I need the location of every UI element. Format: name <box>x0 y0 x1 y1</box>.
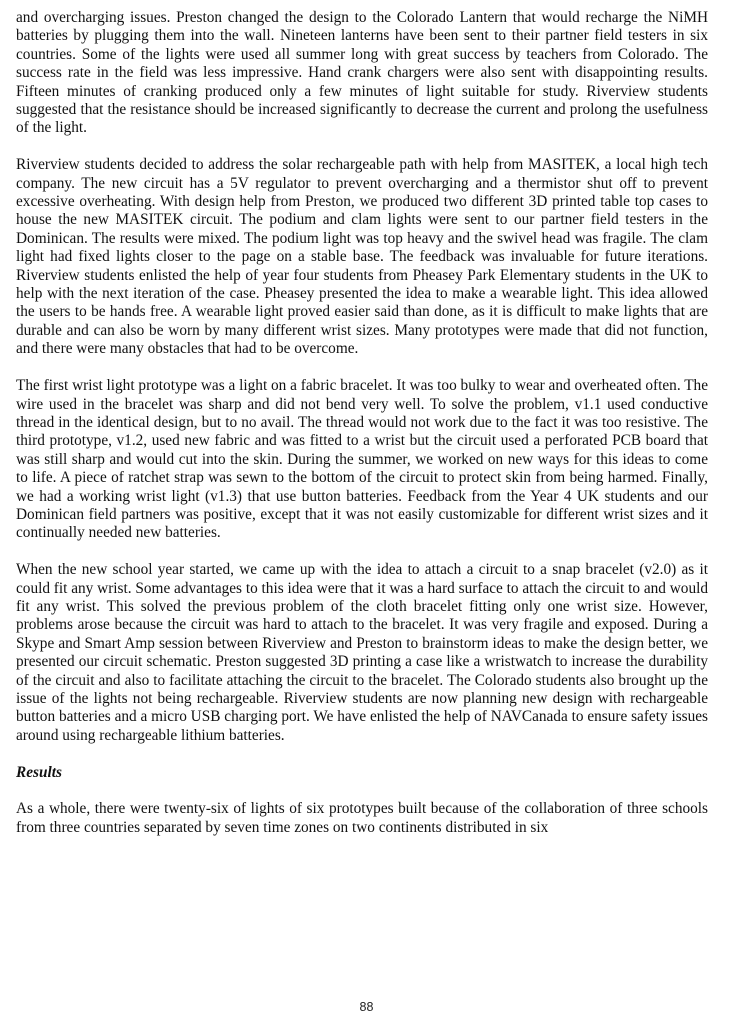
paragraph-wrist-light-prototypes: The first wrist light prototype was a light on a fabric bracelet. It was too bulky to wear and overheated often. The wire used in the bracelet was sharp and did not bend very well. To solve the problem, v1.1 used conductive thread in the identical design, but to no avail. The thread would not work due to the fact it was too resistive. The third prototype, v1.2, used new fabric and was fitted to a wrist but the circuit used a perforated PCB board that was still sharp and would cut into the skin. During the summer, we worked on new ways for this ideas to come to life. A piece of ratchet strap was sewn to the bottom of the circuit to protect skin from being harmed. Finally, we had a working wrist light (v1.3) that use button batteries. Feedback from the Year 4 UK students and our Dominican field partners was positive, except that it was not easily customizable for different wrist sizes and it continually needed new batteries. <box>16 377 708 542</box>
document-page <box>16 9 708 856</box>
paragraph-solar-rechargeable: Riverview students decided to address the solar rechargeable path with help from MASITEK, a local high tech company. The new circuit has a 5V regulator to prevent overcharging and a thermistor shut off to prevent excessive overheating. With design help from Preston, we produced two different 3D printed table top cases to house the new MASITEK circuit. The podium and clam lights were sent to our partner field testers in the Dominican. The results were mixed. The podium light was top heavy and the swivel head was fragile. The clam light had fixed lights closer to the page on a stable base. The feedback was invaluable for future iterations. Riverview students enlisted the help of year four students from Pheasey Park Elementary students in the UK to help with the next iteration of the case. Pheasey presented the idea to make a wearable light. This idea allowed the users to be hands free. A wearable light proved easier said than done, as it is difficult to make lights that are durable and can also be worn by many different wrist sizes. Many prototypes were made that did not function, and there were many obstacles that had to be overcome. <box>16 156 708 358</box>
page-number: 88 <box>359 1000 374 1014</box>
paragraph-lantern-testing: and overcharging issues. Preston changed the design to the Colorado Lantern that would recharge the NiMH batteries by plugging them into the wall. Nineteen lanterns have been sent to their partner field testers in six countries. Some of the lights were used all summer long with great success by teachers from Colorado. The success rate in the field was less impressive. Hand crank chargers were also sent with disappointing results. Fifteen minutes of cranking produced only a few minutes of light suitable for study. Riverview students suggested that the resistance should be increased significantly to decrease the current and prolong the usefulness of the light. <box>16 9 708 137</box>
results-heading: Results <box>16 763 62 781</box>
paragraph-results: As a whole, there were twenty-six of lights of six prototypes built because of the collaboration of three schools from three countries separated by seven time zones on two continents distributed in six <box>16 800 708 836</box>
paragraph-snap-bracelet: When the new school year started, we came up with the idea to attach a circuit to a snap bracelet (v2.0) as it could fit any wrist. Some advantages to this idea were that it was a hard surface to attach the circuit to and would fit any wrist. This solved the previous problem of the cloth bracelet fitting only one wrist size. However, problems arose because the circuit was hard to attach to the bracelet. It was very fragile and exposed. During a Skype and Smart Amp session between Riverview and Preston to brainstorm ideas to make the design better, we presented our circuit schematic. Preston suggested 3D printing a case like a wristwatch to increase the durability of the circuit and also to facilitate attaching the circuit to the bracelet. The Colorado students also brought up the issue of the lights not being rechargeable. Riverview students are now planning new design with rechargeable button batteries and a micro USB charging port. We have enlisted the help of NAVCanada to ensure safety issues around using rechargeable lithium batteries. <box>16 561 708 744</box>
